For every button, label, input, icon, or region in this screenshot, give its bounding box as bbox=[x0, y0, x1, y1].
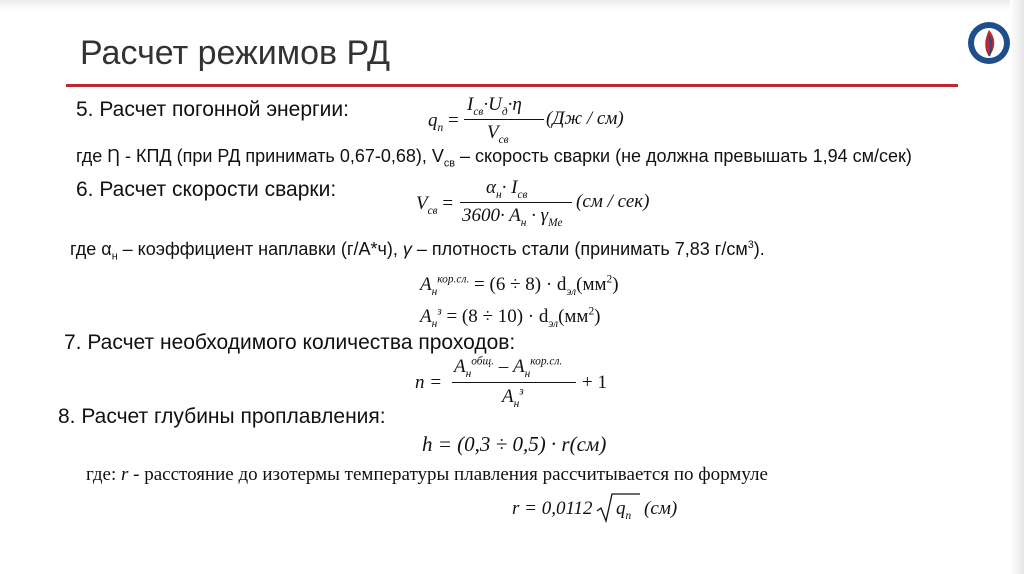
slide-frame-top bbox=[0, 0, 1024, 10]
logo-icon bbox=[966, 20, 1012, 66]
heading-section-6: 6. Расчет скорости сварки: bbox=[76, 178, 337, 201]
heading-section-7: 7. Расчет необходимого количества проходов: bbox=[64, 331, 516, 354]
formula-penetration-depth: h = (0,3 ÷ 0,5) · r(см) bbox=[422, 432, 607, 456]
formula-area-root: $A_н^{кор.сл.} = (6 \div 8) \cdot d_{эл}(мм^2)$ bbox=[420, 273, 619, 298]
heading-section-5: 5. Расчет погонной энергии: bbox=[76, 98, 349, 121]
slide-frame-right bbox=[1010, 0, 1024, 574]
page-title: Расчет режимов РД bbox=[80, 34, 390, 72]
note-section-8: где: r - расстояние до изотермы температуры плавления рассчитывается по формуле bbox=[86, 464, 768, 485]
title-underline bbox=[66, 84, 958, 87]
formula-area-fill: $A_н^з = (8 \div 10) \cdot d_{эл}(мм^2)$ bbox=[420, 305, 601, 330]
heading-section-8: 8. Расчет глубины проплавления: bbox=[58, 405, 386, 428]
note-section-6: где $\alpha_н$ – коэффициент наплавки (г/А*ч), γ – плотность стали (принимать 7,83 $г/см^3$). bbox=[70, 239, 765, 263]
note-section-5: где Ƞ - КПД (при РД принимать 0,67-0,68), $V_{св}$ – скорость сварки (не должна превышать 1,94 см/сек) bbox=[76, 146, 912, 170]
